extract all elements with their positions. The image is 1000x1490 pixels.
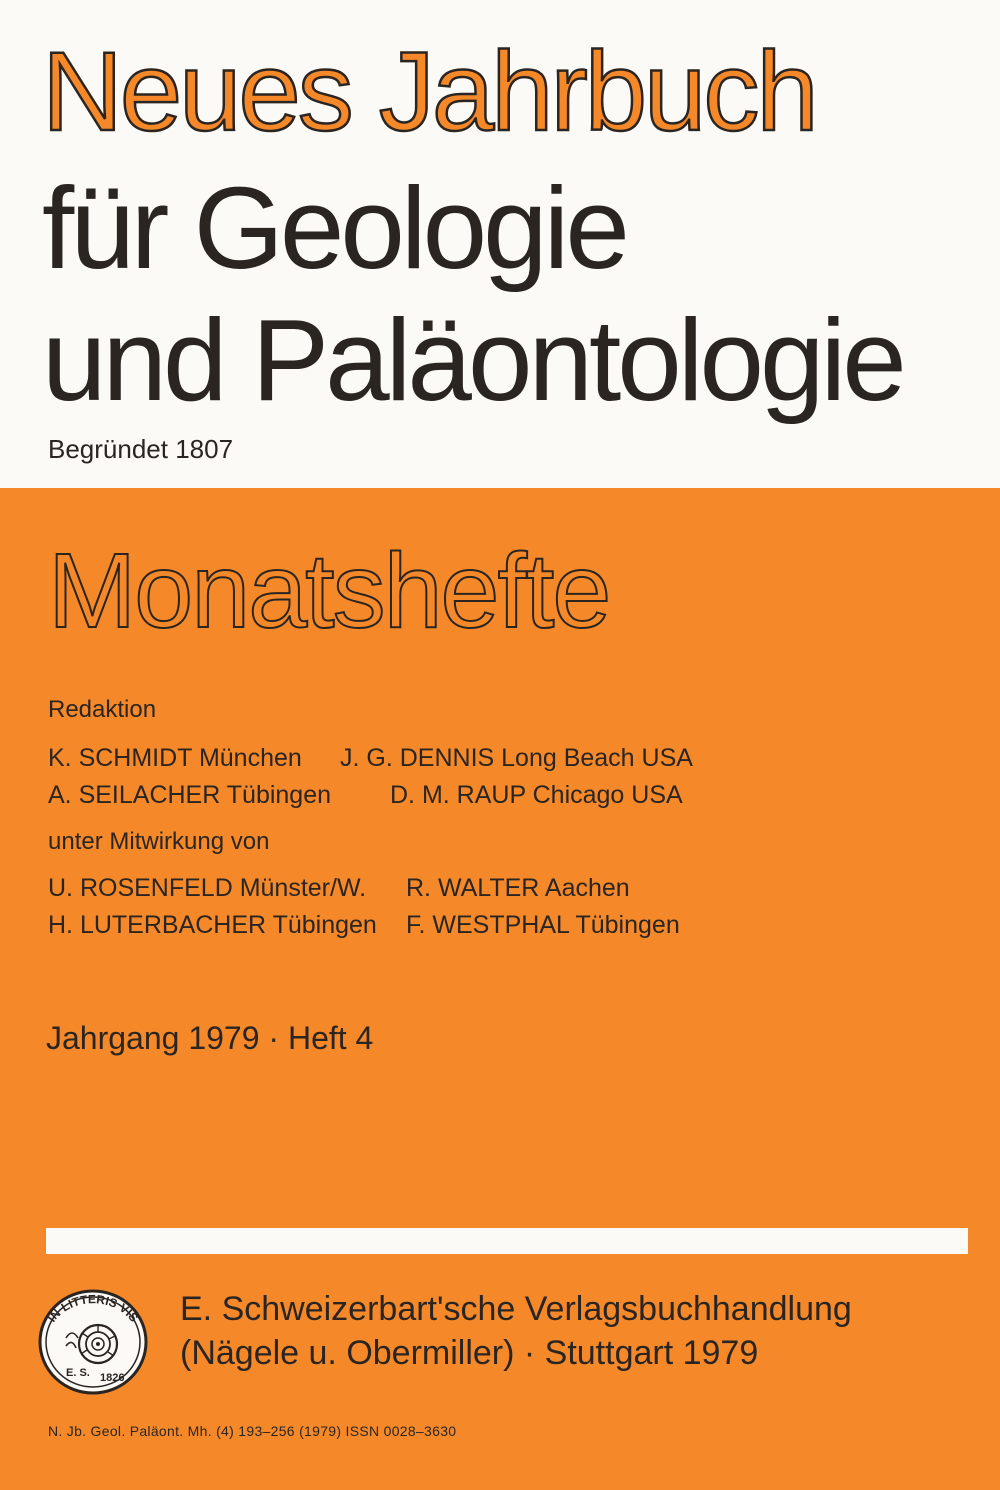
seal-initials: E. S. <box>66 1367 90 1379</box>
publisher-line-1: E. Schweizerbart'sche Verlagsbuchhandlung <box>180 1290 852 1328</box>
publisher-seal-icon <box>36 1286 150 1398</box>
citation-line: N. Jb. Geol. Paläont. Mh. (4) 193–256 (1979) ISSN 0028–3630 <box>48 1423 457 1439</box>
contributors-label: unter Mitwirkung von <box>48 828 270 855</box>
journal-title-line-1: Neues Jahrbuch <box>42 29 816 154</box>
contributor-name: H. LUTERBACHER Tübingen <box>48 911 377 939</box>
editor-name: D. M. RAUP Chicago USA <box>390 781 683 809</box>
contributor-name: R. WALTER Aachen <box>406 874 630 902</box>
contributor-name: F. WESTPHAL Tübingen <box>406 911 680 939</box>
editor-name: J. G. DENNIS Long Beach USA <box>340 744 693 772</box>
journal-title-line-3: und Paläontologie <box>42 295 903 425</box>
founded-note: Begründet 1807 <box>48 434 234 464</box>
issue-info: Jahrgang 1979 · Heft 4 <box>46 1020 374 1056</box>
divider-bar <box>46 1228 968 1254</box>
publisher-line-2: (Nägele u. Obermiller) · Stuttgart 1979 <box>180 1334 759 1372</box>
editor-name: K. SCHMIDT München <box>48 744 302 772</box>
seal-motto: IN LITTERIS VIS <box>44 1292 142 1325</box>
editor-name: A. SEILACHER Tübingen <box>48 781 332 809</box>
series-title: Monatshefte <box>48 532 610 650</box>
seal-year: 1826 <box>100 1372 125 1384</box>
editorial-label: Redaktion <box>48 696 157 723</box>
journal-title-line-2: für Geologie <box>42 163 626 293</box>
contributor-name: U. ROSENFELD Münster/W. <box>48 874 367 902</box>
